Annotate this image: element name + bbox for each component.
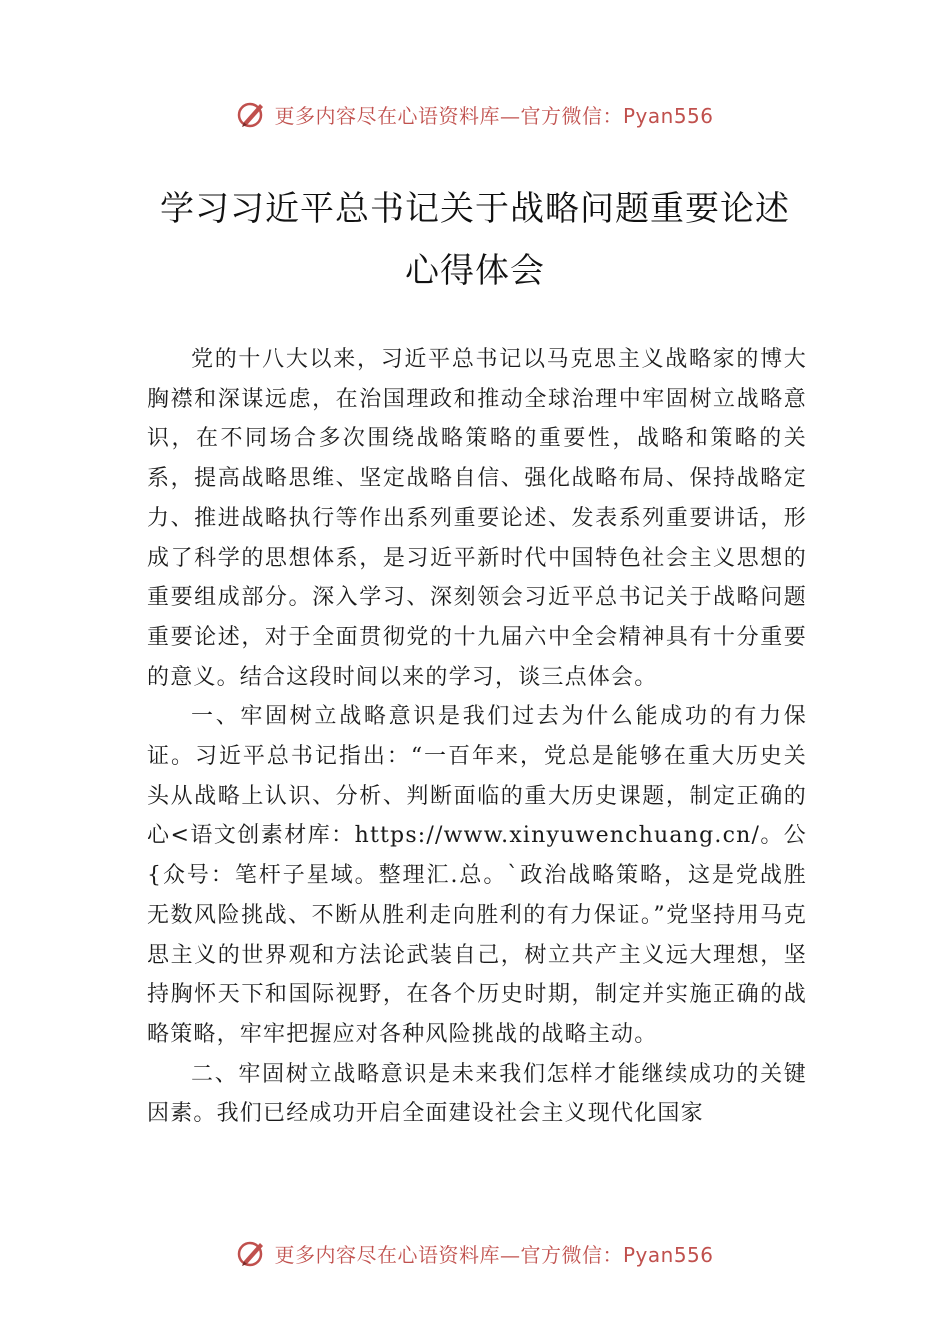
footer-banner <box>0 1233 950 1273</box>
banner-text: 更多内容尽在心语资料库—官方微信：Pyan556 <box>274 103 714 128</box>
document-title <box>0 178 950 302</box>
paragraph-2: 一、牢固树立战略意识是我们过去为什么能成功的有力保证。习近平总书记指出：“一百年来，党总是能够在重大历史关头从战略上认识、分析、判断面临的重大历史课题，制定正确的心<语文创素材库：https://www.xinyuwenchuang.cn/。公{众号：笔杆子星域。整理汇.总。`政治战略策略，这是党战胜无数风险挑战、不断从胜利走向胜利的有力保证。”党坚持用马克思主义的世界观和方法论武装自己，树立共产主义远大理想，坚持胸怀天下和国际视野，在各个历史时期，制定并实施正确的战略策略，牢牢把握应对各种风险挑战的战略主动。 <box>147 704 807 1047</box>
header-banner <box>0 94 950 134</box>
pen-logo-icon <box>236 1237 268 1269</box>
banner-text: 更多内容尽在心语资料库—官方微信：Pyan556 <box>274 1242 714 1267</box>
pen-logo-icon <box>236 98 268 130</box>
title-line-2: 心得体会 <box>405 251 545 291</box>
paragraph-3: 二、牢固树立战略意识是未来我们怎样才能继续成功的关键因素。我们已经成功开启全面建设社会主义现代化国家 <box>147 1061 807 1127</box>
title-line-1: 学习习近平总书记关于战略问题重要论述 <box>160 189 790 229</box>
paragraph-1: 党的十八大以来，习近平总书记以马克思主义战略家的博大胸襟和深谋远虑，在治国理政和推动全球治理中牢固树立战略意识，在不同场合多次围绕战略策略的重要性，战略和策略的关系，提高战略思维、坚定战略自信、强化战略布局、保持战略定力、推进战略执行等作出系列重要论述、发表系列重要讲话，形成了科学的思想体系，是习近平新时代中国特色社会主义思想的重要组成部分。深入学习、深刻领会习近平总书记关于战略问题重要论述，对于全面贯彻党的十九届六中全会精神具有十分重要的意义。结合这段时间以来的学习，谈三点体会。 <box>147 347 807 690</box>
document-body <box>147 340 807 1134</box>
